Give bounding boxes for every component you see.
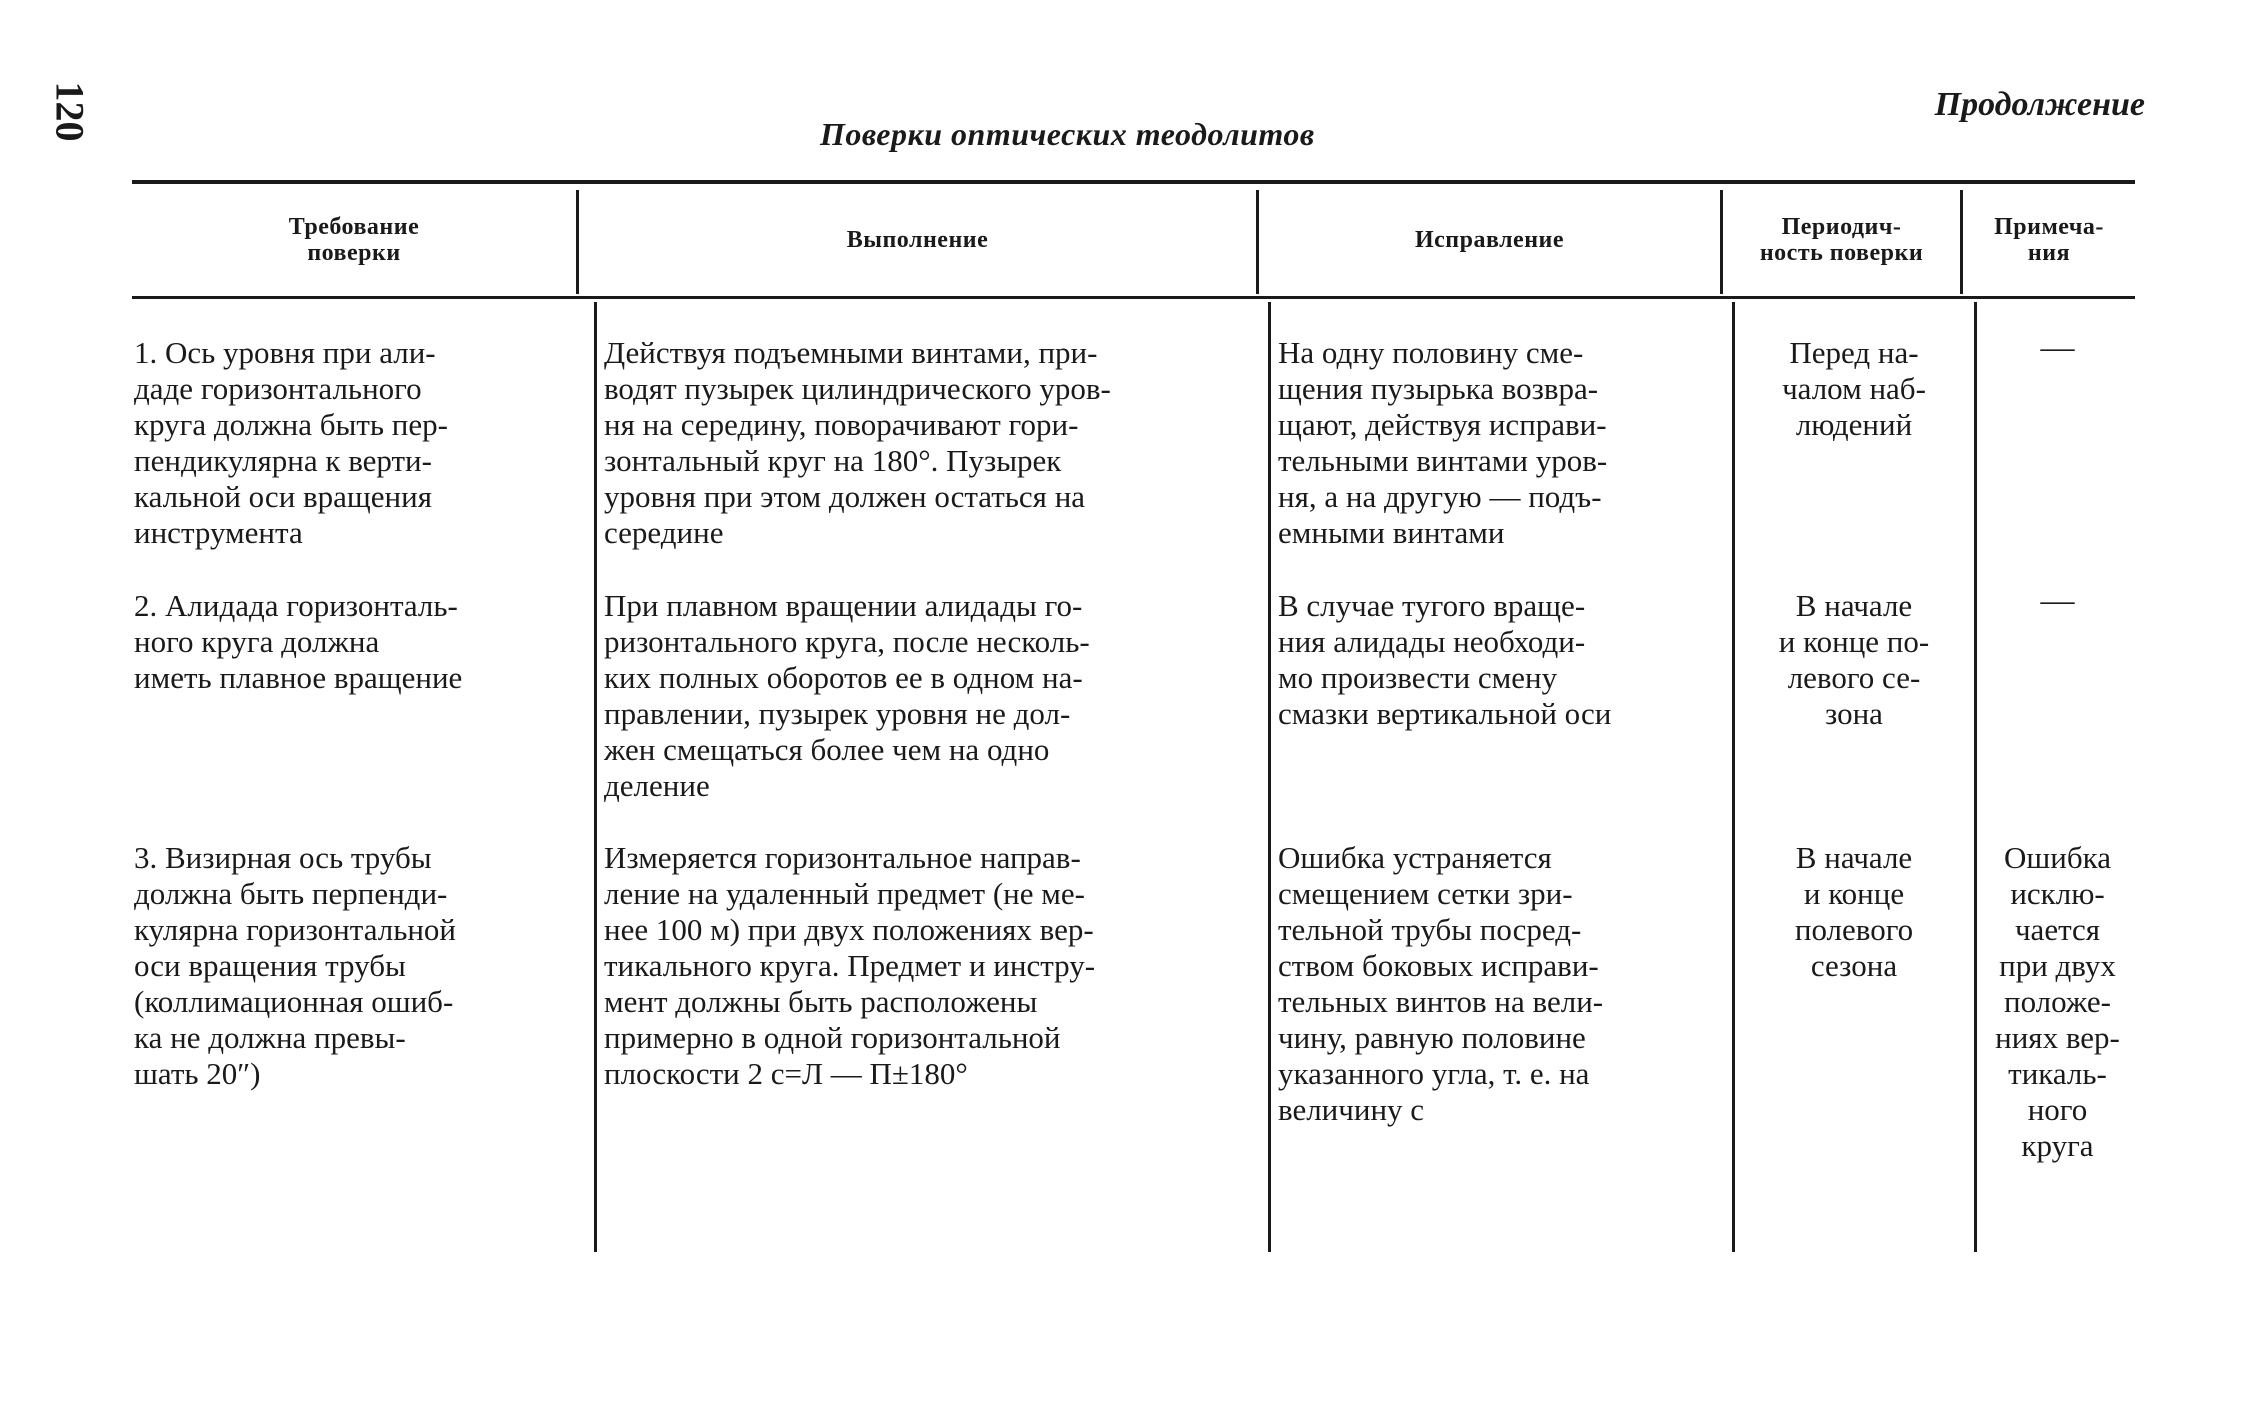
- page-number: 120: [47, 81, 93, 142]
- header-notes: Примеча- ния: [1994, 214, 2104, 266]
- row3-periodicity: В начале и конце полевого сезона: [1794, 840, 1914, 983]
- verification-table: [132, 180, 2135, 1260]
- row3-execution: Измеряется горизонтальное направ- ление на удаленный предмет (не ме- нее 100 м) при двух положениях вер- тикального круга. Предмет и инстру- мент должны быть расположены примерно в одной горизонтальной плоскости 2 c=Л — П±180°: [604, 840, 1096, 1091]
- table-top-rule: [132, 180, 2135, 184]
- continuation-label: Продолжение: [1934, 86, 2145, 123]
- row2-correction: В случае тугого враще- ния алидады необходи- мо произвести смену смазки вертикальной оси: [1278, 588, 1612, 731]
- header-periodicity: Периодич- ность поверки: [1759, 214, 1924, 266]
- row3-requirement: 3. Визирная ось трубы должна быть перпенди- кулярна горизонтальной оси вращения трубы (коллимационная ошиб- ка не должна превы- шать 20″): [134, 840, 457, 1091]
- row1-periodicity: Перед на- чалом наб- людений: [1782, 335, 1926, 442]
- row1-requirement: 1. Ось уровня при али- даде горизонтального круга должна быть пер- пендикулярна к верти- кальной оси вращения инструмента: [134, 335, 448, 550]
- header-requirement: Требование поверки: [288, 214, 420, 266]
- header-correction: Исправление: [1414, 227, 1565, 253]
- document-title: Поверки оптических теодолитов: [820, 116, 1315, 152]
- body-divider: [1732, 302, 1735, 1252]
- row2-requirement: 2. Алидада горизонталь- ного круга должна иметь плавное вращение: [134, 588, 463, 695]
- body-divider: [1974, 302, 1977, 1252]
- row2-execution: При плавном вращении алидады го- ризонтального круга, после несколь- ких полных оборотов ее в одном на- правлении, пузырек уровня не дол- жен смещаться более чем на одно деление: [604, 588, 1090, 803]
- body-divider: [1268, 302, 1271, 1252]
- row2-notes: —: [2040, 582, 2075, 619]
- row3-correction: Ошибка устраняется смещением сетки зри- тельной трубы посред- ством боковых исправи- тельных винтов на вели- чину, равную половине указанного угла, т. е. на величину c: [1278, 840, 1604, 1127]
- row3-notes: Ошибка исклю- чается при двух положе- ниях вер- тикаль- ного круга: [1995, 840, 2120, 1163]
- table-header-rule: [132, 296, 2135, 299]
- row2-periodicity: В начале и конце по- левого се- зона: [1778, 588, 1930, 731]
- row1-correction: На одну половину сме- щения пузырька возвра- щают, действуя исправи- тельными винтами уров- ня, а на другую — подъ- емными винтами: [1278, 335, 1608, 550]
- row1-execution: Действуя подъемными винтами, при- водят пузырек цилиндрического уров- ня на середину, поворачивают гори- зонтальный круг на 180°. Пузырек уровня при этом должен остаться на середине: [604, 335, 1111, 550]
- header-execution: Выполнение: [846, 227, 989, 253]
- body-divider: [594, 302, 597, 1252]
- row1-notes: —: [2040, 329, 2075, 366]
